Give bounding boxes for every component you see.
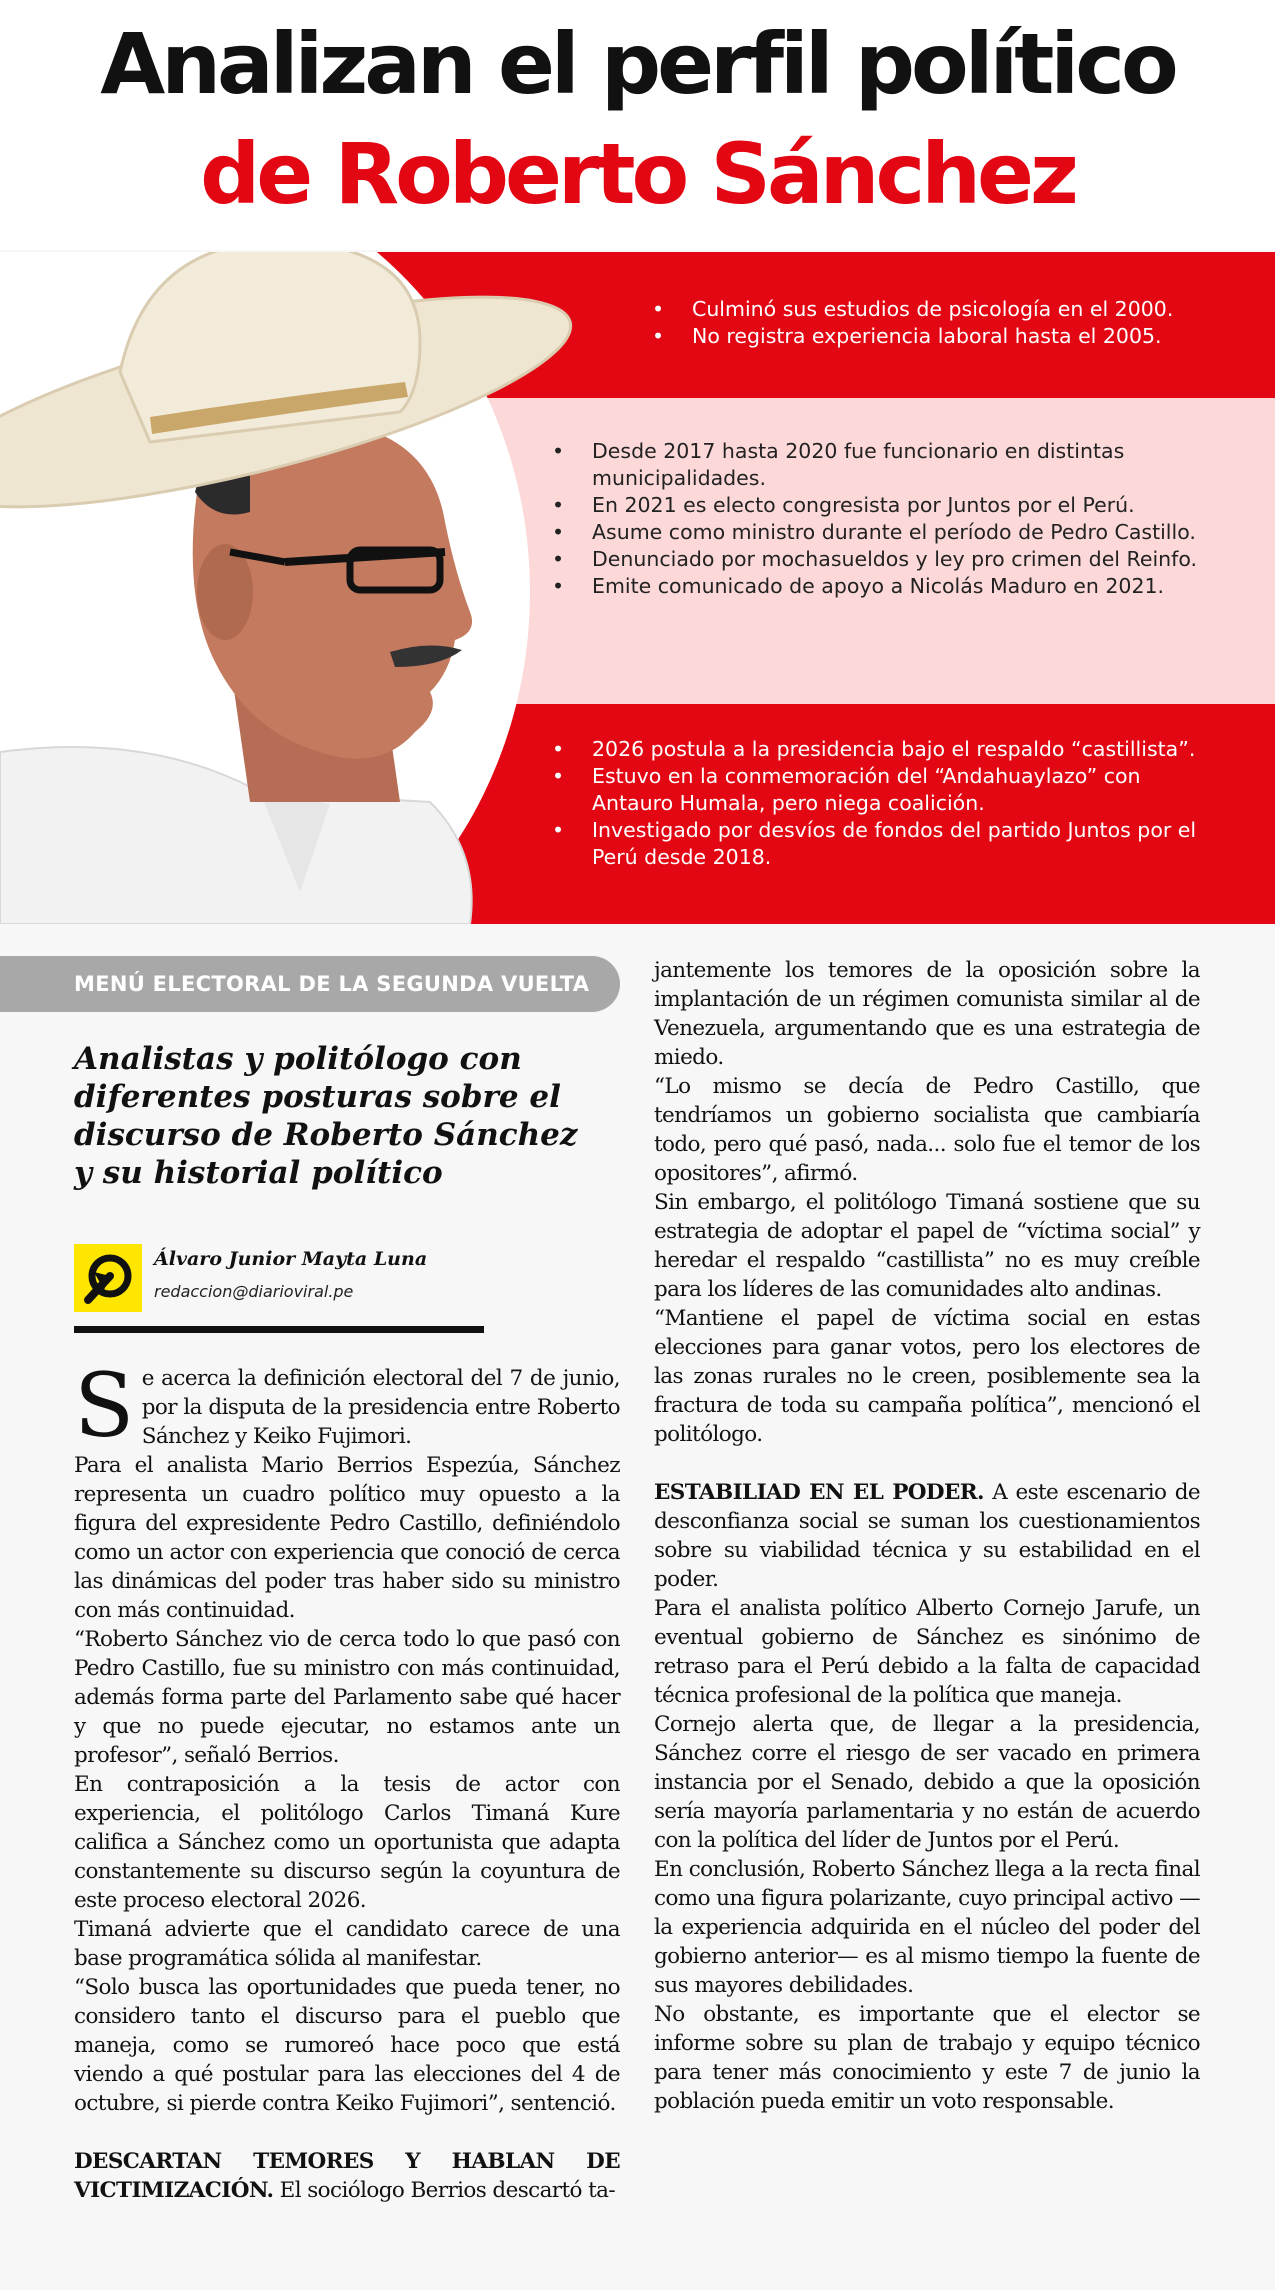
body-paragraph: En conclusión, Roberto Sánchez llega a la recta final como una figura polarizante, cuyo principal activo —la experiencia adquirida en el núcleo del poder del gobierno anterior— es al mismo tiempo la fuente de sus mayores debilidades. [654,1857,1200,1998]
headline-line-2: de Roberto Sánchez [200,125,1075,223]
timeline-fact: • 2026 postula a la presidencia bajo el respaldo “castillista”. [552,736,1212,763]
timeline-facts-early [652,296,1252,350]
body-paragraph: En contraposición a la tesis de actor con experiencia, el politólogo Carlos Timaná Kure califica a Sánchez como un oportunista que adapta constantemente su discurso según la coyuntura de este proceso electoral 2026. [74,1772,620,1913]
body-paragraph: “Roberto Sánchez vio de cerca todo lo que pasó con Pedro Castillo, fue su ministro con más continuidad, además forma parte del Parlamento sabe qué hacer y que no puede ejecutar, no estamos ante un profesor”, señaló Berrios. [74,1627,620,1768]
author-name: Álvaro Junior Mayta Luna [154,1248,428,1270]
timeline-fact: • Asume como ministro durante el período de Pedro Castillo. [552,519,1202,546]
timeline-fact: • Emite comunicado de apoyo a Nicolás Maduro en 2021. [552,573,1202,600]
timeline-fact: • Investigado por desvíos de fondos del partido Juntos por el Perú desde 2018. [552,817,1212,871]
body-paragraph: Para el analista político Alberto Cornejo Jarufe, un eventual gobierno de Sánchez es sinónimo de retraso para el Perú debido a la falta de capacidad técnica profesional de la política que maneja. [654,1596,1200,1708]
body-paragraph: jantemente los temores de la oposición sobre la implantación de un régimen comunista similar al de Venezuela, argumentando que es una estrategia de miedo. [654,958,1200,1070]
body-column-left [74,1354,620,2205]
timeline-fact: • No registra experiencia laboral hasta el 2005. [652,323,1252,350]
body-paragraph: Sin embargo, el politólogo Timaná sostiene que su estrategia de adoptar el papel de “víctima social” y heredar el respaldo “castillista” no es muy creíble para los líderes de las comunidades alto andinas. [654,1190,1200,1302]
subheading: DESCARTAN TEMORES Y HABLAN DE VICTIMIZACIÓN. [74,2149,620,2203]
timeline-fact: • Desde 2017 hasta 2020 fue funcionario en distintas municipalidades. [552,438,1202,492]
body-paragraph: Para el analista Mario Berrios Espezúa, Sánchez representa un cuadro político muy opuesto a la figura del expresidente Pedro Castillo, definiéndolo como un actor con experiencia que conoció de cerca las dinámicas del poder tras haber sido su ministro con más continuidad. [74,1453,620,1623]
timeline-fact: • En 2021 es electo congresista por Juntos por el Perú. [552,492,1202,519]
article-deck: Analistas y politólogo con diferentes posturas sobre el discurso de Roberto Sánchez y su historial político [74,1041,578,1191]
body-paragraph: “Solo busca las oportunidades que pueda tener, no considero tanto el discurso para el pueblo que maneja, como se rumoreó hace poco que está viendo a qué postular para las elecciones del 4 de octubre, si pierde contra Keiko Fujimori”, sentenció. [74,1975,620,2116]
headline [0,0,1275,250]
subheading: ESTABILIAD EN EL PODER. [654,1480,984,1505]
section-tag: MENÚ ELECTORAL DE LA SEGUNDA VUELTA [0,956,620,1012]
timeline-facts-recent [552,736,1212,871]
timeline-facts-middle [552,438,1202,600]
author-email[interactable]: redaccion@diarioviral.pe [154,1282,354,1301]
timeline-fact: • Estuvo en la conmemoración del “Andahuaylazo” con Antauro Humala, pero niega coalición. [552,763,1212,817]
body-paragraph: DESCARTAN TEMORES Y HABLAN DE VICTIMIZACIÓN. El sociólogo Berrios descartó ta- [74,2149,620,2203]
infographic-timeline [0,252,1275,924]
body-paragraph: ESTABILIAD EN EL PODER. A este escenario de desconfianza social se suman los cuestionamientos sobre su viabilidad técnica y su estabilidad en el poder. [654,1480,1200,1592]
body-paragraph: No obstante, es importante que el elector se informe sobre su plan de trabajo y equipo técnico para tener más conocimiento y este 7 de junio la población pueda emitir un voto responsable. [654,2002,1200,2114]
headline-line-1: Analizan el perfil político [100,15,1175,113]
timeline-fact: • Culminó sus estudios de psicología en el 2000. [652,296,1252,323]
body-paragraph: Se acerca la definición electoral del 7 de junio, por la disputa de la presidencia entre Roberto Sánchez y Keiko Fujimori. [74,1354,620,1457]
body-paragraph: Timaná advierte que el candidato carece de una base programática sólida al manifestar. [74,1917,620,1971]
body-paragraph: “Lo mismo se decía de Pedro Castillo, que tendríamos un gobierno socialista que cambiaría todo, pero qué pasó, nada... solo fue el temor de los opositores”, afirmó. [654,1074,1200,1186]
body-paragraph: Cornejo alerta que, de llegar a la presidencia, Sánchez corre el riesgo de ser vacado en primera instancia por el Senado, debido a que la oposición sería mayoría parlamentaria y no están de acuerdo con la política del líder de Juntos por el Perú. [654,1712,1200,1853]
timeline-fact: • Denunciado por mochasueldos y ley pro crimen del Reinfo. [552,546,1202,573]
candidate-portrait [0,252,600,924]
body-paragraph: “Mantiene el papel de víctima social en estas elecciones para ganar votos, pero los electores de las zonas rurales no le creen, posiblemente sea la fractura de toda su campaña política”, mencionó el politólogo. [654,1306,1200,1447]
author-divider [74,1326,484,1333]
body-column-right [654,956,1200,2116]
drop-cap: S [74,1354,134,1457]
brand-logo-icon [74,1244,142,1312]
